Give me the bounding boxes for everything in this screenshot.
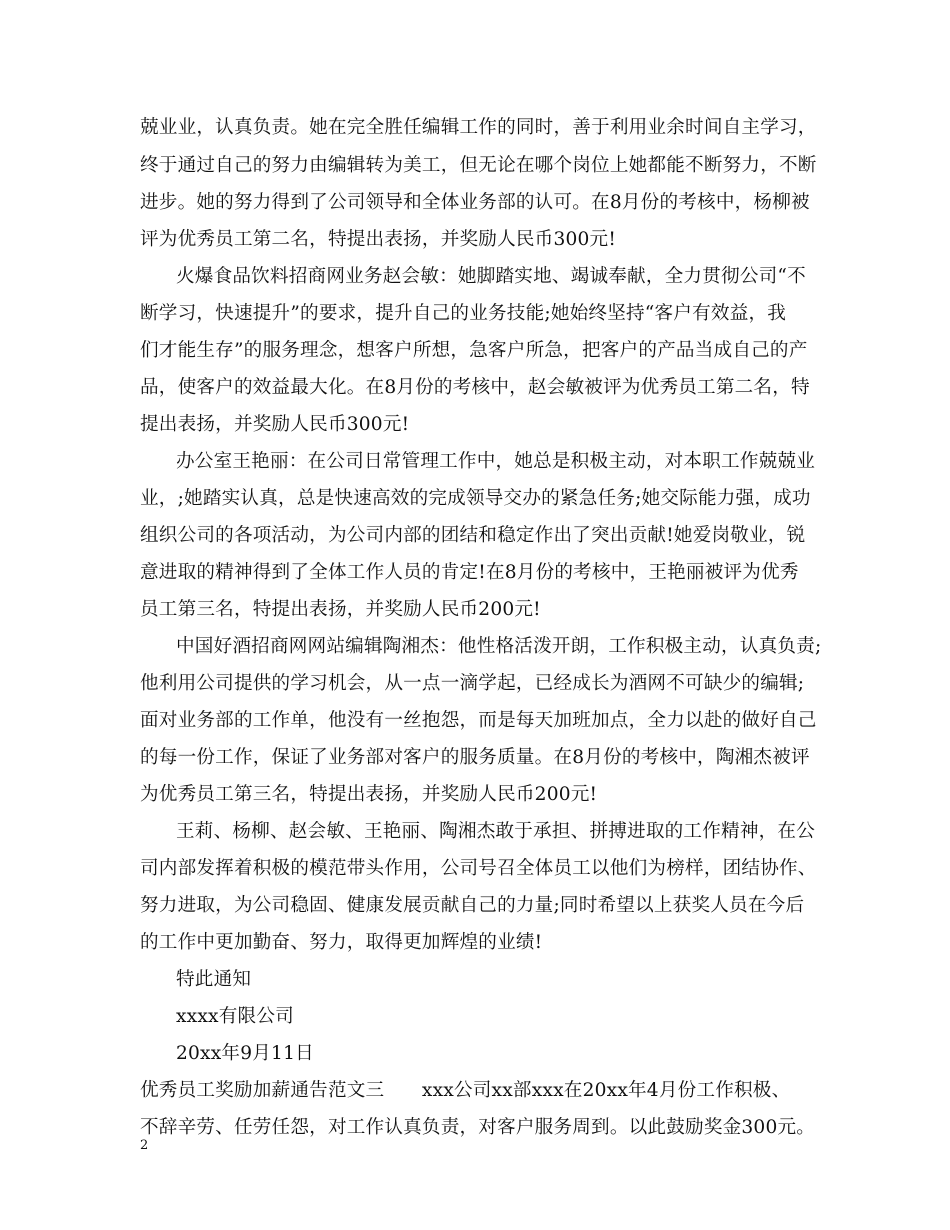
paragraph-line: 断学习，快速提升”的要求，提升自己的业务技能;她始终坚持“客户有效益，我 [140, 303, 787, 324]
paragraph-line: 王莉、杨柳、赵会敏、王艳丽、陶湘杰敢于承担、拼搏进取的工作精神，在公 [176, 821, 815, 842]
paragraph-line: 兢业业，认真负责。她在完全胜任编辑工作的同时，善于利用业余时间自主学习， [140, 117, 817, 138]
paragraph-line: 的每一份工作，保证了业务部对客户的服务质量。在8月份的考核中，陶湘杰被评 [140, 747, 810, 768]
paragraph-line: 中国好酒招商网网站编辑陶湘杰：他性格活泼开朗，工作积极主动，认真负责; [176, 636, 822, 657]
paragraph-line: 组织公司的各项活动，为公司内部的团结和稳定作出了突出贡献!她爱岗敬业，锐 [140, 525, 806, 546]
paragraph-line: 他利用公司提供的学习机会，从一点一滴学起，已经成长为酒网不可缺少的编辑; [140, 673, 805, 694]
paragraph-line: 员工第三名，特提出表扬，并奖励人民币200元! [140, 599, 541, 620]
paragraph-line: 进步。她的努力得到了公司领导和全体业务部的认可。在8月份的考核中，杨柳被 [140, 192, 810, 213]
closing-notice: 特此通知 [176, 969, 252, 990]
paragraph-line: 努力进取，为公司稳固、健康发展贡献自己的力量;同时希望以上获奖人员在今后 [140, 895, 805, 916]
paragraph-line: 评为优秀员工第二名，特提出表扬，并奖励人民币300元! [140, 229, 617, 250]
paragraph-line: 品，使客户的效益最大化。在8月份的考核中，赵会敏被评为优秀员工第二名，特 [140, 377, 810, 398]
paragraph-line: 的工作中更加勤奋、努力，取得更加辉煌的业绩! [140, 932, 543, 953]
paragraph-line: 为优秀员工第三名，特提出表扬，并奖励人民币200元! [140, 784, 598, 805]
paragraph-line: 办公室王艳丽：在公司日常管理工作中，她总是积极主动，对本职工作兢兢业 [176, 451, 815, 472]
paragraph-line: 业，;她踏实认真，总是快速高效的完成领导交办的紧急任务;她交际能力强，成功 [140, 488, 811, 509]
paragraph-line: 司内部发挥着积极的模范带头作用，公司号召全体员工以他们为榜样，团结协作、 [140, 858, 817, 879]
document-date: 20xx年9月11日 [176, 1043, 314, 1064]
paragraph-line: 意进取的精神得到了全体工作人员的肯定!在8月份的考核中，王艳丽被评为优秀 [140, 562, 799, 583]
paragraph-line: 提出表扬，并奖励人民币300元! [140, 414, 410, 435]
paragraph-line: 火爆食品饮料招商网业务赵会敏：她脚踏实地、竭诚奉献，全力贯彻公司“不 [176, 266, 806, 287]
paragraph-line: 们才能生存”的服务理念，想客户所想，急客户所急，把客户的产品当成自己的产 [140, 340, 808, 361]
paragraph-line: 不辞辛劳、任劳任怨，对工作认真负责，对客户服务周到。以此鼓励奖金300元。 [140, 1117, 816, 1138]
page-number: 2 [140, 1138, 149, 1153]
paragraph-line: 终于通过自己的努力由编辑转为美工，但无论在哪个岗位上她都能不断努力，不断 [140, 155, 817, 176]
company-signature: xxxx有限公司 [176, 1006, 294, 1027]
section-heading-line: 优秀员工奖励加薪通告范文三 xxx公司xx部xxx在20xx年4月份工作积极、 [140, 1080, 791, 1101]
paragraph-line: 面对业务部的工作单，他没有一丝抱怨，而是每天加班加点，全力以赴的做好自己 [140, 710, 817, 731]
